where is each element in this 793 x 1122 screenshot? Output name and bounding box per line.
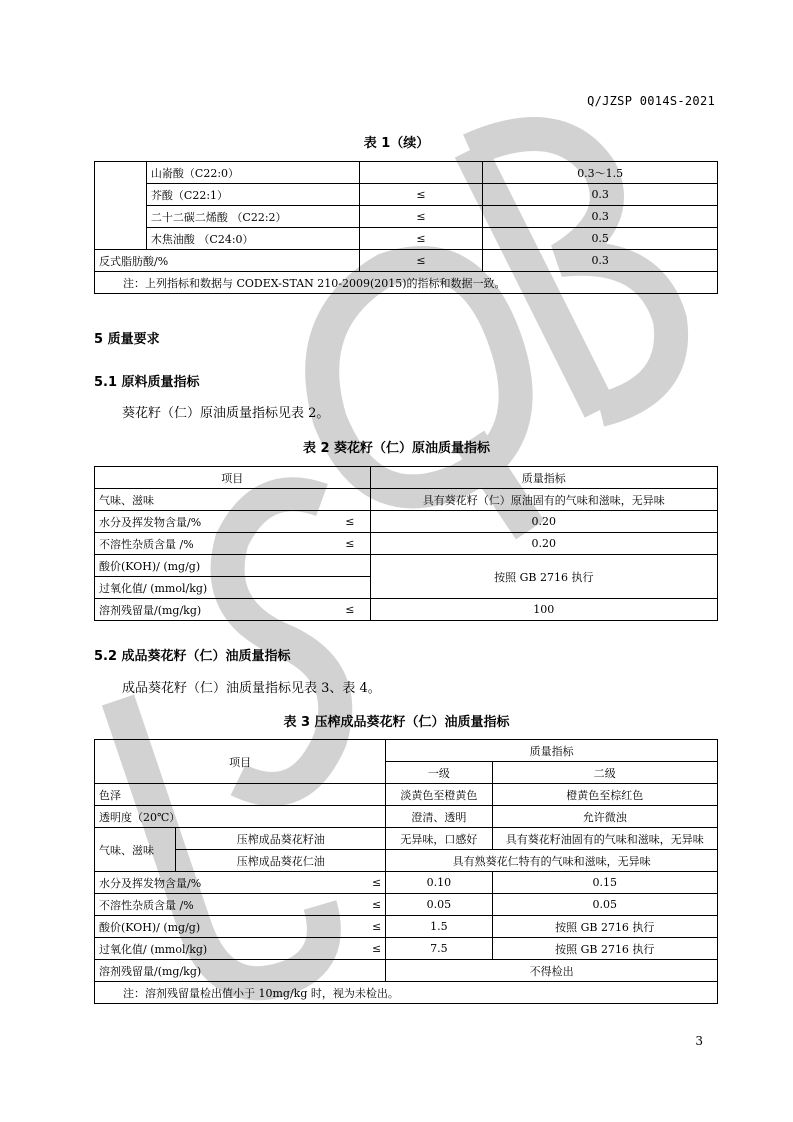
table2-value-cell: 按照 GB 2716 执行 xyxy=(370,555,717,599)
table3-head-item: 项目 xyxy=(95,740,386,784)
table1-value-cell: 0.3 xyxy=(483,206,718,228)
table3-subname-cell: 压榨成品葵花籽油 xyxy=(176,828,386,850)
table3-value-cell: 橙黄色至棕红色 xyxy=(492,784,717,806)
table-row xyxy=(95,228,718,250)
table3-sym-cell: ≤ xyxy=(304,894,386,916)
table1-sym-cell: ≤ xyxy=(359,184,483,206)
table1-sym-cell: ≤ xyxy=(359,228,483,250)
table3-head-grade1: 一级 xyxy=(386,762,492,784)
table3-sym-cell: ≤ xyxy=(304,938,386,960)
table3-value-cell: 1.5 xyxy=(386,916,492,938)
table2-value-cell: 100 xyxy=(370,599,717,621)
table1-value-cell: 0.3 xyxy=(483,184,718,206)
table-row xyxy=(95,938,718,960)
table-row xyxy=(95,184,718,206)
table3-value-cell: 不得检出 xyxy=(386,960,718,982)
section-heading: 5 质量要求 xyxy=(94,332,160,347)
table1-value-cell: 0.5 xyxy=(483,228,718,250)
table-row xyxy=(95,533,718,555)
table3-value-cell: 0.15 xyxy=(492,872,717,894)
document-code: Q/JZSP 0014S-2021 xyxy=(587,94,715,108)
table3-value-cell: 澄清、透明 xyxy=(386,806,492,828)
table2-head-quality: 质量指标 xyxy=(370,467,717,489)
table2-head-item: 项目 xyxy=(95,467,371,489)
table-row xyxy=(95,206,718,228)
table1-name-cell: 芥酸（C22:1） xyxy=(146,184,359,206)
table3-sym-cell: ≤ xyxy=(304,872,386,894)
table1-caption: 表 1（续） xyxy=(363,136,430,151)
table3-value-cell: 0.05 xyxy=(386,894,492,916)
table3-value-cell: 按照 GB 2716 执行 xyxy=(492,938,717,960)
table3-name-cell: 酸价(KOH)/ (mg/g) xyxy=(95,916,304,938)
table3-name-cell: 色泽 xyxy=(95,784,386,806)
table-row xyxy=(95,872,718,894)
table3-name-cell: 气味、滋味 xyxy=(95,828,176,872)
table3-name-cell: 透明度（20℃） xyxy=(95,806,386,828)
table2-caption: 表 2 葵花籽（仁）原油质量指标 xyxy=(302,441,491,456)
table3-name-cell: 不溶性杂质含量 /% xyxy=(95,894,304,916)
table3 xyxy=(94,739,718,1004)
table-row xyxy=(95,740,718,762)
watermark-letter-q xyxy=(322,263,515,491)
table3-value-cell: 无异味，口感好 xyxy=(386,828,492,850)
table-row xyxy=(95,784,718,806)
table3-value-cell: 允许微浊 xyxy=(492,806,717,828)
table3-value-cell: 7.5 xyxy=(386,938,492,960)
table3-subname-cell: 压榨成品葵花仁油 xyxy=(176,850,386,872)
table-row xyxy=(95,828,718,850)
table1-sym-cell: ≤ xyxy=(359,206,483,228)
table1-sym-cell: ≤ xyxy=(359,250,483,272)
table1-name-cell: 反式脂肪酸/% xyxy=(95,250,360,272)
table3-value-cell: 具有熟葵花仁特有的气味和滋味，无异味 xyxy=(386,850,718,872)
table2-value-cell: 0.20 xyxy=(370,533,717,555)
table-row xyxy=(95,806,718,828)
table1-value-cell: 0.3～1.5 xyxy=(483,162,718,184)
table3-note: 注：溶剂残留量检出值小于 10mg/kg 时，视为未检出。 xyxy=(95,982,718,1004)
paragraph: 葵花籽（仁）原油质量指标见表 2。 xyxy=(122,406,330,421)
table3-sym-cell: ≤ xyxy=(304,916,386,938)
table3-value-cell: 具有葵花籽油固有的气味和滋味，无异味 xyxy=(492,828,717,850)
table-row xyxy=(95,916,718,938)
table1-name-cell: 二十二碳二烯酸 （C22:2） xyxy=(146,206,359,228)
table2-name-cell: 水分及挥发物含量/% xyxy=(95,511,331,533)
paragraph: 成品葵花籽（仁）油质量指标见表 3、表 4。 xyxy=(122,681,381,696)
table-row xyxy=(95,960,718,982)
table3-name-cell: 溶剂残留量/(mg/kg) xyxy=(95,960,386,982)
table-row xyxy=(95,894,718,916)
table1-value-cell: 0.3 xyxy=(483,250,718,272)
table-row xyxy=(95,272,718,294)
table1-sym-cell xyxy=(359,162,483,184)
table3-value-cell: 淡黄色至橙黄色 xyxy=(386,784,492,806)
table2-name-cell: 气味、滋味 xyxy=(95,489,371,511)
table3-value-cell: 0.05 xyxy=(492,894,717,916)
table3-head-quality: 质量指标 xyxy=(386,740,718,762)
table-row xyxy=(95,555,718,577)
table2-value-cell: 具有葵花籽（仁）原油固有的气味和滋味，无异味 xyxy=(370,489,717,511)
table2-sym-cell: ≤ xyxy=(330,511,370,533)
page-number: 3 xyxy=(695,1034,703,1048)
table3-caption: 表 3 压榨成品葵花籽（仁）油质量指标 xyxy=(283,715,510,730)
table-row xyxy=(95,467,718,489)
table-row xyxy=(95,850,718,872)
section-heading: 5.2 成品葵花籽（仁）油质量指标 xyxy=(94,649,291,664)
table1-name-cell: 木焦油酸 （C24:0） xyxy=(146,228,359,250)
table-row xyxy=(95,511,718,533)
section-heading: 5.1 原料质量指标 xyxy=(94,375,200,390)
table3-value-cell: 按照 GB 2716 执行 xyxy=(492,916,717,938)
table-row xyxy=(95,982,718,1004)
table3-head-grade2: 二级 xyxy=(492,762,717,784)
table2-name-cell: 不溶性杂质含量 /% xyxy=(95,533,331,555)
table3-name-cell: 水分及挥发物含量/% xyxy=(95,872,304,894)
table2-sym-cell: ≤ xyxy=(330,599,370,621)
table2 xyxy=(94,466,718,621)
table2-sym-cell: ≤ xyxy=(330,533,370,555)
table-row xyxy=(95,489,718,511)
table3-value-cell: 0.10 xyxy=(386,872,492,894)
table2-name-cell: 溶剂残留量/(mg/kg) xyxy=(95,599,331,621)
table2-name-cell: 过氧化值/ (mmol/kg) xyxy=(95,577,371,599)
table1 xyxy=(94,161,718,294)
table2-value-cell: 0.20 xyxy=(370,511,717,533)
table-row xyxy=(95,162,718,184)
table-row xyxy=(95,250,718,272)
table1-note: 注：上列指标和数据与 CODEX-STAN 210-2009(2015)的指标和数据一致。 xyxy=(95,272,718,294)
table1-group-cell xyxy=(95,162,147,250)
table2-name-cell: 酸价(KOH)/ (mg/g) xyxy=(95,555,371,577)
table3-name-cell: 过氧化值/ (mmol/kg) xyxy=(95,938,304,960)
table-row xyxy=(95,599,718,621)
table1-name-cell: 山嵛酸（C22:0） xyxy=(146,162,359,184)
